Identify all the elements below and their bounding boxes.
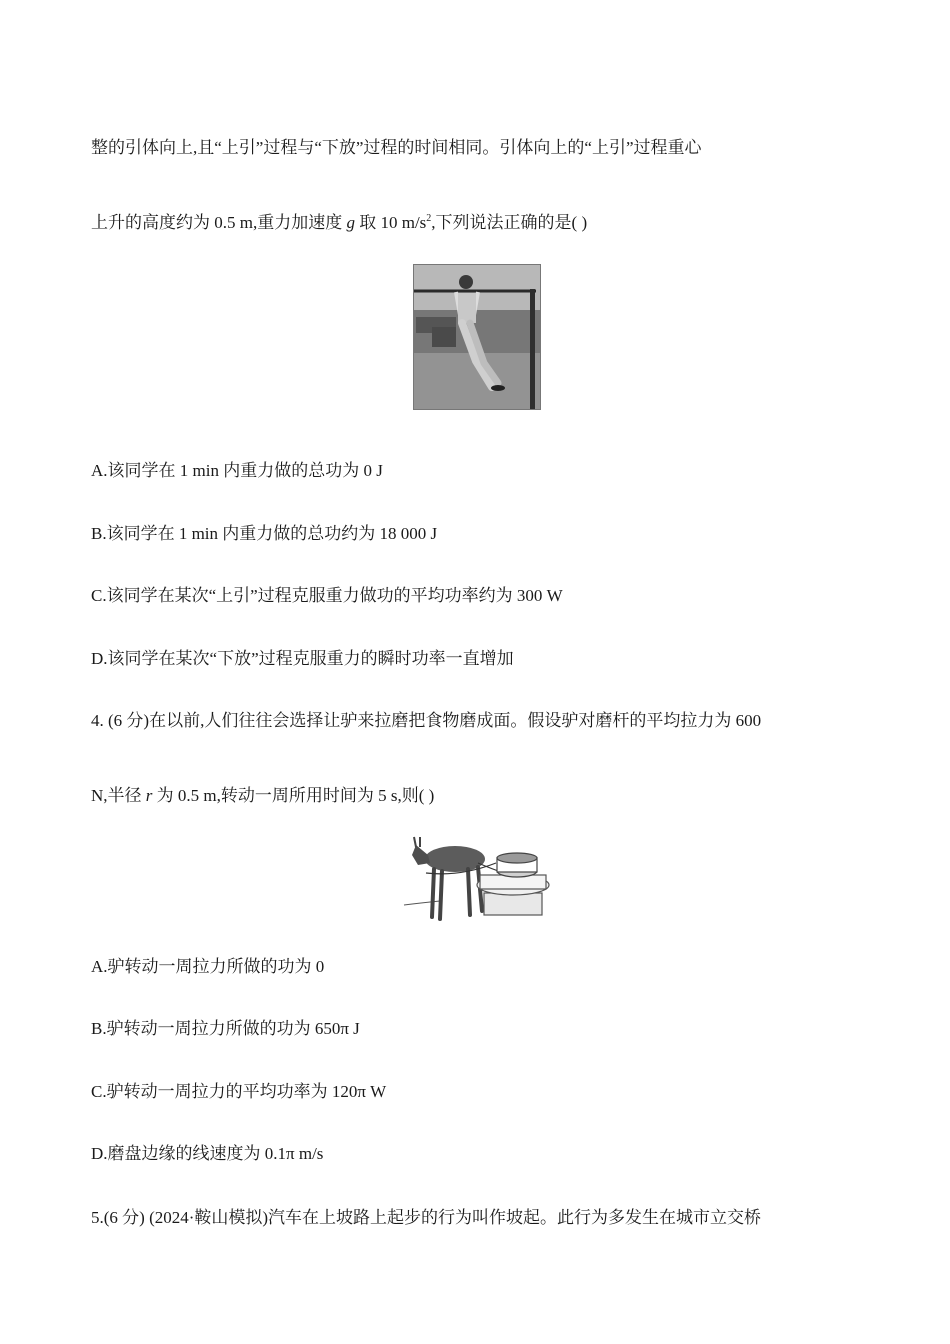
variable-g: g xyxy=(346,213,355,232)
q3-option-b: B.该同学在 1 min 内重力做的总功约为 18 000 J xyxy=(91,524,438,543)
q3-option-a: A.该同学在 1 min 内重力做的总功为 0 J xyxy=(91,461,383,480)
pull-up-illustration xyxy=(414,265,540,409)
pull-up-photo xyxy=(413,264,541,410)
q4-option-a: A.驴转动一周拉力所做的功为 0 xyxy=(91,957,325,976)
q3-stem-line2: 上升的高度约为 0.5 m,重力加速度 g 取 10 $m/s^2$,下列说法正确的是( ) xyxy=(91,213,588,232)
q3-option-d: D.该同学在某次“下放”过程克服重力的瞬时功率一直增加 xyxy=(91,649,514,668)
q4-stem-line1: 4. (6 分)在以前,人们往往会选择让驴来拉磨把食物磨成面。假设驴对磨杆的平均拉力为 600 xyxy=(91,711,762,730)
q4-option-d: D.磨盘边缘的线速度为 0.1π m/s xyxy=(91,1144,324,1163)
q5-stem-line1: 5.(6 分) (2024·鞍山模拟)汽车在上坡路上起步的行为叫作坡起。此行为多发生在城市立交桥 xyxy=(91,1208,762,1227)
q4-option-c: C.驴转动一周拉力的平均功率为 120π W xyxy=(91,1082,387,1101)
q3-option-c: C.该同学在某次“上引”过程克服重力做功的平均功率约为 300 W xyxy=(91,586,563,605)
variable-r: r xyxy=(145,786,153,805)
q3-stem-line1: 整的引体向上,且“上引”过程与“下放”过程的时间相同。引体向上的“上引”过程重心 xyxy=(91,138,702,157)
donkey-mill-illustration xyxy=(400,833,560,925)
q4-option-b: B.驴转动一周拉力所做的功为 650π J xyxy=(91,1019,360,1038)
donkey-mill-drawing xyxy=(400,833,560,925)
q4-stem-line2: N,半径 r 为 0.5 m,转动一周所用时间为 5 s,则( ) xyxy=(91,786,435,805)
